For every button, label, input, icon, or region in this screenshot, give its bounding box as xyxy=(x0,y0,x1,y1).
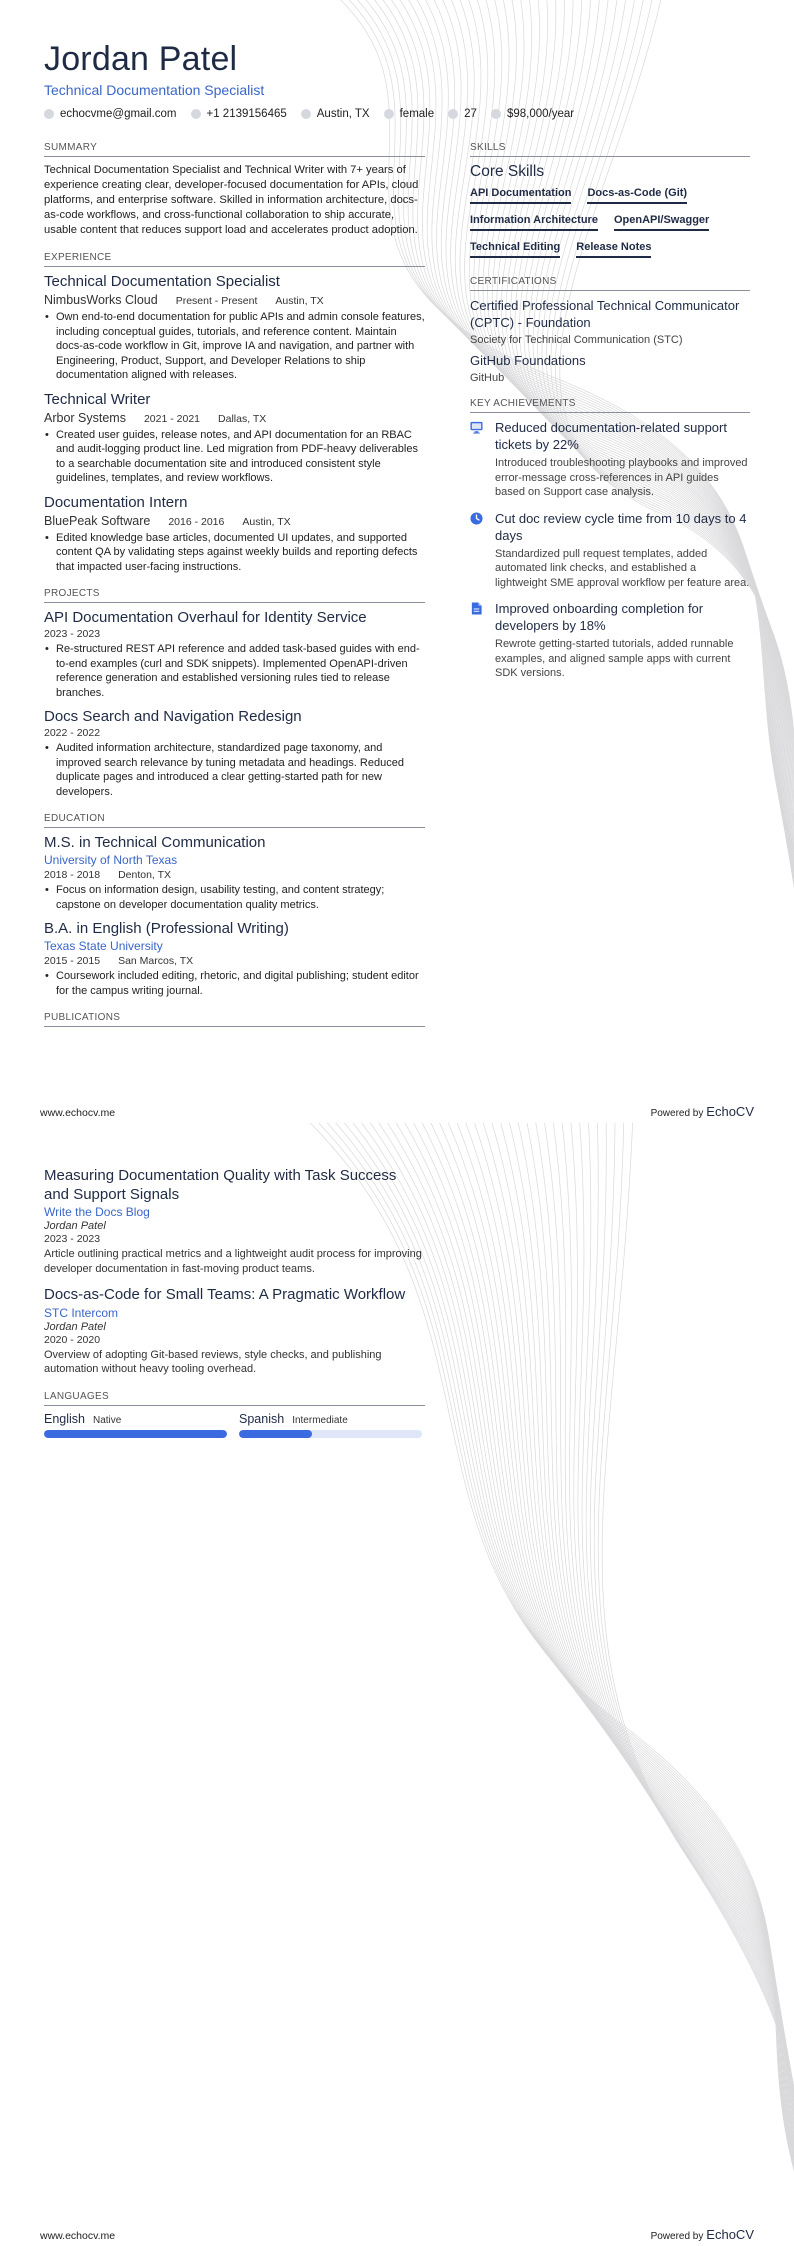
publication-dates: 2020 - 2020 xyxy=(44,1333,101,1346)
company-name: NimbusWorks Cloud xyxy=(44,293,158,307)
footer-powered-label: Powered by xyxy=(650,2231,704,2242)
section-heading: SKILLS xyxy=(470,142,750,157)
list-item: • Focus on information design, usability testing, and content strategy; capstone on developer documentation quality metrics. xyxy=(56,883,425,912)
summary-text: Technical Documentation Specialist and Technical Writer with 7+ years of experience creating clear, developer-focused documentation for APIs, cloud platforms, and enterprise software. Skilled in information architecture, docs-as-code workflows, and cross-functional collaboration to ship accurate, usable content that reduces support load and accelerates product adoption. xyxy=(44,164,419,236)
publication-publisher: Write the Docs Blog xyxy=(44,1205,150,1219)
wave-line xyxy=(602,1123,794,2243)
section-heading: KEY ACHIEVEMENTS xyxy=(470,398,750,413)
wave-line xyxy=(435,1123,794,2243)
clock-icon xyxy=(470,512,483,525)
summary-section xyxy=(44,142,425,238)
language-label-row xyxy=(239,1412,422,1426)
language-name: English xyxy=(44,1411,85,1426)
projects-section xyxy=(44,588,425,799)
language-proficiency-bar xyxy=(239,1430,422,1438)
contact-email[interactable]: echocvme@gmail.com xyxy=(44,108,177,120)
publications-section xyxy=(44,1167,425,1377)
language-label-row xyxy=(44,1412,227,1426)
email-icon xyxy=(44,109,54,119)
experience-item xyxy=(44,494,425,575)
language-level: Native xyxy=(93,1414,122,1426)
contact-phone[interactable]: +1 2139156465 xyxy=(191,108,287,120)
skills-section xyxy=(470,142,750,258)
skill-tags xyxy=(470,187,750,258)
wave-line xyxy=(582,1123,794,2243)
school-name: Texas State University xyxy=(44,939,163,953)
section-heading: LANGUAGES xyxy=(44,1391,425,1406)
skill-group-title: Core Skills xyxy=(470,163,545,180)
wave-line xyxy=(444,1123,794,2243)
education-meta xyxy=(44,869,425,881)
job-dates: 2016 - 2016 xyxy=(168,515,225,528)
language-item xyxy=(239,1412,422,1438)
section-heading: CERTIFICATIONS xyxy=(470,276,750,291)
publication-author: Jordan Patel xyxy=(44,1220,106,1232)
languages-section xyxy=(44,1391,425,1438)
education-location: San Marcos, TX xyxy=(118,955,194,967)
footer-brand[interactable]: EchoCV xyxy=(706,2227,754,2242)
certification-item xyxy=(470,297,750,346)
job-bullets xyxy=(44,428,425,486)
publication-title: Docs-as-Code for Small Teams: A Pragmatic Workflow xyxy=(44,1286,406,1303)
wave-line xyxy=(480,1123,794,2243)
wave-line xyxy=(570,1123,794,2243)
job-meta xyxy=(44,293,425,307)
language-item xyxy=(44,1412,227,1438)
project-dates: 2023 - 2023 xyxy=(44,628,101,640)
page-footer xyxy=(40,2227,754,2242)
wave-line xyxy=(507,1123,794,2243)
location-icon xyxy=(301,109,311,119)
publication-item xyxy=(44,1167,425,1276)
wave-line xyxy=(561,1123,794,2243)
section-heading: SUMMARY xyxy=(44,142,425,157)
job-bullets xyxy=(44,531,425,575)
languages-list xyxy=(44,1412,425,1438)
job-title: Technical Documentation Specialist xyxy=(44,273,280,290)
job-location: Dallas, TX xyxy=(218,412,267,425)
list-item: • Re-structured REST API reference and added task-based guides with end-to-end examples (curl and SDK snippets). Implemented OpenAPI-driven reference generation and established versioning rules tied to release branches. xyxy=(56,642,425,700)
publication-desc: Overview of adopting Git-based reviews, style checks, and publishing automation without heavy tooling overhead. xyxy=(44,1348,382,1375)
wave-line xyxy=(363,1123,794,2243)
skill-tag: API Documentation xyxy=(470,187,571,204)
wave-line xyxy=(578,1123,794,2243)
achievement-body xyxy=(495,510,750,591)
achievement-title: Improved onboarding completion for developers by 18% xyxy=(495,601,704,633)
contact-gender: female xyxy=(384,108,435,120)
achievement-title: Cut doc review cycle time from 10 days to 4 days xyxy=(495,510,747,543)
skill-tag: Information Architecture xyxy=(470,214,598,231)
monitor-icon xyxy=(470,421,483,434)
experience-item xyxy=(44,391,425,486)
education-dates: 2018 - 2018 xyxy=(44,869,101,881)
contact-salary: $98,000/year xyxy=(491,108,574,120)
footer-site-link[interactable]: www.echocv.me xyxy=(40,1107,116,1119)
education-bullets xyxy=(44,883,425,912)
footer-site-link[interactable]: www.echocv.me xyxy=(40,2230,116,2242)
achievement-body xyxy=(495,600,750,681)
project-dates: 2022 - 2022 xyxy=(44,727,101,739)
wave-line xyxy=(598,1123,794,2243)
job-bullets xyxy=(44,310,425,383)
candidate-name: Jordan Patel xyxy=(44,40,238,78)
skill-tag: OpenAPI/Swagger xyxy=(614,214,709,231)
section-heading: PROJECTS xyxy=(44,588,425,603)
language-name: Spanish xyxy=(239,1411,285,1426)
education-item xyxy=(44,920,425,998)
section-heading: EDUCATION xyxy=(44,813,425,828)
resume-page-2 xyxy=(0,1123,794,2246)
wave-line xyxy=(399,1123,794,2243)
education-meta xyxy=(44,955,425,967)
language-proficiency-fill xyxy=(44,1430,227,1438)
page-footer xyxy=(40,1104,754,1119)
wave-line xyxy=(426,1123,794,2243)
publication-title: Measuring Documentation Quality with Task Success and Support Signals xyxy=(44,1167,397,1203)
achievement-item xyxy=(470,510,750,591)
contact-bar xyxy=(44,108,574,120)
project-item xyxy=(44,708,425,799)
skill-tag: Technical Editing xyxy=(470,241,560,258)
wave-line xyxy=(489,1123,794,2243)
language-proficiency-bar xyxy=(44,1430,227,1438)
skill-tag: Docs-as-Code (Git) xyxy=(587,187,687,204)
right-column xyxy=(470,142,750,695)
project-bullets xyxy=(44,642,425,700)
footer-brand[interactable]: EchoCV xyxy=(706,1104,754,1119)
company-name: BluePeak Software xyxy=(44,513,151,528)
achievement-item xyxy=(470,419,750,500)
job-title: Documentation Intern xyxy=(44,493,188,511)
document-icon xyxy=(470,602,483,615)
language-proficiency-fill xyxy=(239,1430,312,1438)
wave-line xyxy=(408,1123,794,2243)
education-item xyxy=(44,834,425,912)
degree: M.S. in Technical Communication xyxy=(44,834,266,851)
job-title: Technical Writer xyxy=(44,390,151,408)
footer-powered-label: Powered by xyxy=(650,1108,704,1119)
candidate-title: Technical Documentation Specialist xyxy=(44,82,265,98)
left-column xyxy=(44,142,425,1041)
company-name: Arbor Systems xyxy=(44,410,126,425)
publication-item xyxy=(44,1286,425,1377)
project-item xyxy=(44,609,425,700)
education-section xyxy=(44,813,425,998)
job-dates: 2021 - 2021 xyxy=(143,412,201,425)
wave-line xyxy=(381,1123,794,2243)
contact-age: 27 xyxy=(448,108,477,120)
achievement-item xyxy=(470,600,750,681)
wave-line xyxy=(462,1123,794,2243)
wave-line xyxy=(590,1123,794,2243)
contact-location: Austin, TX xyxy=(301,108,370,120)
skill-tag: Release Notes xyxy=(576,241,651,258)
wave-line xyxy=(417,1123,794,2243)
education-location: Denton, TX xyxy=(118,869,171,881)
wave-line xyxy=(453,1123,794,2243)
certifications-section xyxy=(470,276,750,384)
publication-author: Jordan Patel xyxy=(44,1320,106,1333)
achievement-title: Reduced documentation-related support tickets by 22% xyxy=(495,420,727,452)
publications-section-heading-wrap xyxy=(44,1012,425,1027)
list-item: • Own end-to-end documentation for public APIs and admin console features, including conceptual guides, tutorials, and reference content. Maintain docs-as-code workflow in Git, improve IA and navigation, and partner with Engineering, Product, Support, and Developer Relations to ship documentation aligned with releases. xyxy=(56,310,425,383)
project-title: API Documentation Overhaul for Identity Service xyxy=(44,609,367,626)
school-name: University of North Texas xyxy=(44,853,178,867)
section-heading: EXPERIENCE xyxy=(44,252,425,267)
achievement-body xyxy=(495,419,750,500)
section-heading: PUBLICATIONS xyxy=(44,1012,425,1027)
certification-item xyxy=(470,352,750,384)
calendar-icon xyxy=(448,109,458,119)
wave-line xyxy=(525,1123,794,2243)
wave-line xyxy=(498,1123,794,2243)
certification-name: Certified Professional Technical Communicator (CPTC) - Foundation xyxy=(470,298,740,330)
job-location: Austin, TX xyxy=(242,515,291,528)
person-icon xyxy=(384,109,394,119)
wave-line xyxy=(594,1123,794,2243)
project-bullets xyxy=(44,741,425,799)
list-item: • Created user guides, release notes, and API documentation for an RBAC and audit-logging product line. Led migration from PDF-heavy deliverables to a searchable documentation site and introduced consistent style guidelines, templates, and review workflows. xyxy=(56,428,425,486)
wave-line xyxy=(516,1123,794,2243)
footer-powered xyxy=(651,1104,754,1119)
achievement-desc: Standardized pull request templates, added automated link checks, and established a lightweight SME approval workflow per feature area. xyxy=(495,547,750,589)
certification-org: Society for Technical Communication (STC) xyxy=(470,334,683,346)
project-title: Docs Search and Navigation Redesign xyxy=(44,708,302,725)
publication-dates: 2023 - 2023 xyxy=(44,1233,101,1245)
experience-item xyxy=(44,273,425,383)
experience-section xyxy=(44,252,425,574)
phone-icon xyxy=(191,109,201,119)
job-meta xyxy=(44,411,425,425)
certification-org: GitHub xyxy=(470,372,505,384)
education-bullets xyxy=(44,969,425,998)
education-dates: 2015 - 2015 xyxy=(44,955,101,967)
left-column-continued xyxy=(44,1167,425,1452)
achievement-desc: Rewrote getting-started tutorials, added runnable examples, and aligned sample apps with current SDK versions. xyxy=(495,638,734,679)
certification-name: GitHub Foundations xyxy=(470,353,586,368)
wave-line xyxy=(372,1123,794,2243)
list-item: • Edited knowledge base articles, documented UI updates, and supported content QA by validating steps against weekly builds and reporting defects that impacted user-facing instructions. xyxy=(56,531,425,575)
wave-line xyxy=(552,1123,794,2243)
list-item: • Audited information architecture, standardized page taxonomy, and improved search relevance by tuning metadata and headings. Reduced duplicate pages and introduced a clear getting-started path for new developers. xyxy=(56,741,425,799)
wave-line xyxy=(390,1123,794,2243)
job-dates: Present - Present xyxy=(175,295,258,307)
achievements-section xyxy=(470,398,750,681)
job-meta xyxy=(44,514,425,528)
achievement-desc: Introduced troubleshooting playbooks and improved error-message cross-references in API guides based on Support case analysis. xyxy=(495,457,748,498)
language-level: Intermediate xyxy=(292,1414,348,1426)
degree: B.A. in English (Professional Writing) xyxy=(44,920,289,937)
salary-icon xyxy=(491,109,501,119)
wave-line xyxy=(471,1123,794,2243)
publication-desc: Article outlining practical metrics and a lightweight audit process for improving developer documentation in fast-moving product teams. xyxy=(44,1248,422,1275)
wave-line xyxy=(586,1123,794,2243)
job-location: Austin, TX xyxy=(275,295,324,307)
list-item: • Coursework included editing, rhetoric, and digital publishing; student editor for the campus writing journal. xyxy=(56,969,425,998)
footer-powered xyxy=(651,2227,754,2242)
wave-line xyxy=(543,1123,794,2243)
publication-publisher: STC Intercom xyxy=(44,1305,119,1320)
wave-line xyxy=(534,1123,794,2243)
